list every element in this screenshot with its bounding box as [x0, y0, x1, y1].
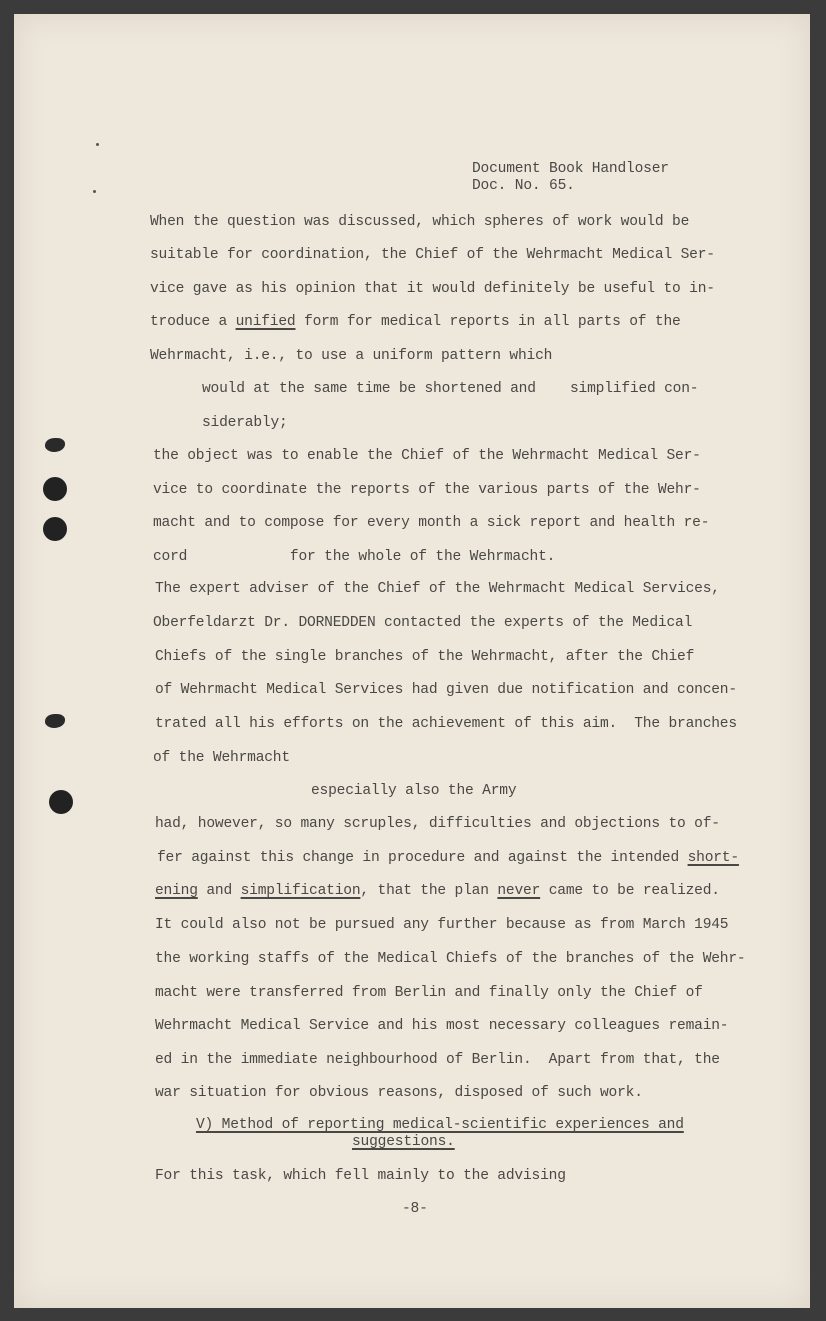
document-header-line-2: Doc. No. 65.	[472, 178, 575, 194]
body-text-line: troduce a unified form for medical reports in all parts of the	[150, 314, 681, 330]
document-header-line-1: Document Book Handloser	[472, 161, 669, 177]
closing-line: For this task, which fell mainly to the advising	[155, 1168, 566, 1184]
underlined-word: never	[497, 883, 541, 899]
underlined-word: unified	[235, 314, 296, 330]
underlined-word: simplification	[240, 883, 361, 899]
body-text-line: vice gave as his opinion that it would definitely be useful to in-	[150, 281, 715, 297]
section-heading-line-1: V) Method of reporting medical-scientific experiences and	[196, 1117, 684, 1133]
body-text-line: It could also not be pursued any further because as from March 1945	[155, 917, 729, 933]
body-text-line: ening and simplification, that the plan never came to be realized.	[155, 883, 720, 899]
body-text-line: vice to coordinate the reports of the various parts of the Wehr-	[153, 482, 701, 498]
body-text-line: Oberfeldarzt Dr. DORNEDDEN contacted the experts of the Medical	[153, 615, 693, 631]
body-text-line: siderably;	[202, 415, 288, 431]
section-heading-line-2: suggestions.	[352, 1134, 455, 1150]
page-number: -8-	[402, 1201, 428, 1217]
punch-hole	[43, 517, 67, 541]
punch-hole	[49, 790, 73, 814]
body-text-line: of the Wehrmacht	[153, 750, 290, 766]
body-text-line: cord for the whole of the Wehrmacht.	[153, 549, 556, 565]
speck	[93, 190, 96, 193]
body-text-line: the working staffs of the Medical Chiefs of the branches of the Wehr-	[155, 951, 746, 967]
punch-hole	[43, 477, 67, 501]
underlined-word: short-	[687, 850, 739, 866]
body-text-line: of Wehrmacht Medical Services had given due notification and concen-	[155, 682, 737, 698]
body-text-line: macht were transferred from Berlin and finally only the Chief of	[155, 985, 703, 1001]
body-text-line: had, however, so many scruples, difficulties and objections to of-	[155, 816, 720, 832]
underlined-word: ening	[155, 883, 198, 899]
body-text-line: fer against this change in procedure and against the intended short-	[157, 850, 739, 866]
body-text-line: Wehrmacht Medical Service and his most necessary colleagues remain-	[155, 1018, 729, 1034]
body-text-line: the object was to enable the Chief of the Wehrmacht Medical Ser-	[153, 448, 701, 464]
body-text-line: suitable for coordination, the Chief of the Wehrmacht Medical Ser-	[150, 247, 715, 263]
speck	[96, 143, 99, 146]
body-text-line: Wehrmacht, i.e., to use a uniform pattern which	[150, 348, 553, 364]
body-text-line: would at the same time be shortened and simplified con-	[202, 381, 699, 397]
body-text-line: Chiefs of the single branches of the Wehrmacht, after the Chief	[155, 649, 695, 665]
body-text-line: macht and to compose for every month a sick report and health re-	[153, 515, 710, 531]
body-text-line: trated all his efforts on the achievement of this aim. The branches	[155, 716, 737, 732]
body-text-line: especially also the Army	[311, 783, 517, 799]
body-text-line: ed in the immediate neighbourhood of Berlin. Apart from that, the	[155, 1052, 720, 1068]
body-text-line: war situation for obvious reasons, disposed of such work.	[155, 1085, 643, 1101]
body-text-line: When the question was discussed, which spheres of work would be	[150, 214, 690, 230]
body-text-line: The expert adviser of the Chief of the Wehrmacht Medical Services,	[155, 581, 720, 597]
